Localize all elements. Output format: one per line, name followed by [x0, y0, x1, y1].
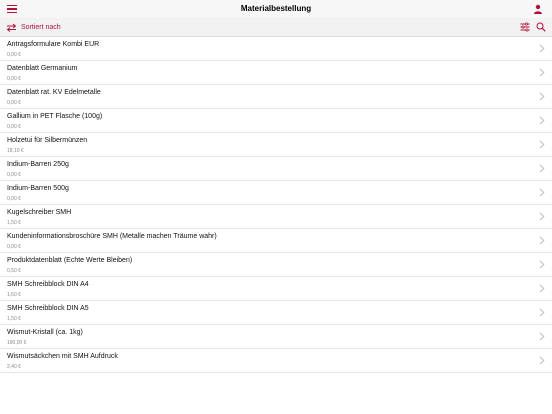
item-name: SMH Schreibblock DIN A4 — [7, 281, 89, 288]
item-price: 190,00 € — [7, 340, 27, 346]
list-item[interactable] — [0, 37, 552, 61]
item-name: Wismutsäckchen mit SMH Aufdruck — [7, 353, 118, 360]
list-item[interactable] — [0, 325, 552, 349]
item-price: 0,00 € — [7, 244, 21, 250]
chevron-right-icon — [539, 308, 545, 317]
sort-label: Sortiert nach — [21, 23, 61, 31]
sort-icon — [6, 23, 17, 32]
item-price: 18,10 € — [7, 148, 24, 154]
chevron-right-icon — [539, 140, 545, 149]
item-price: 0,00 € — [7, 124, 21, 130]
item-name: Antragsformulare Kombi EUR — [7, 41, 100, 48]
sort-button[interactable] — [6, 22, 61, 32]
list-item[interactable] — [0, 109, 552, 133]
item-price: 0,00 € — [7, 172, 21, 178]
page-title: Materialbestellung — [240, 4, 312, 13]
navigation-bar — [0, 0, 552, 18]
item-name: Indium-Barren 500g — [7, 185, 69, 192]
list-item[interactable] — [0, 349, 552, 373]
item-name: Holzetui für Silbermünzen — [7, 137, 88, 144]
item-price: 1,50 € — [7, 220, 21, 226]
filter-icon[interactable] — [520, 22, 530, 32]
list-item[interactable] — [0, 133, 552, 157]
item-name: Gallium in PET Flasche (100g) — [7, 113, 103, 120]
chevron-right-icon — [539, 68, 545, 77]
list-item[interactable] — [0, 229, 552, 253]
list-item[interactable] — [0, 181, 552, 205]
item-name: Kugelschreiber SMH — [7, 209, 72, 216]
chevron-right-icon — [539, 212, 545, 221]
user-icon[interactable] — [533, 4, 543, 14]
item-name: Indium-Barren 250g — [7, 161, 69, 168]
chevron-right-icon — [539, 236, 545, 245]
product-list — [0, 37, 552, 373]
chevron-right-icon — [539, 284, 545, 293]
chevron-right-icon — [539, 44, 545, 53]
list-item[interactable] — [0, 253, 552, 277]
item-name: Produktdatenblatt (Echte Werte Bleiben) — [7, 257, 133, 264]
item-price: 1,50 € — [7, 316, 21, 322]
item-price: 0,50 € — [7, 268, 21, 274]
list-item[interactable] — [0, 205, 552, 229]
chevron-right-icon — [539, 188, 545, 197]
item-name: Kundeninformationsbroschüre SMH (Metalle machen Träume wahr) — [7, 233, 217, 240]
list-item[interactable] — [0, 157, 552, 181]
list-item[interactable] — [0, 277, 552, 301]
item-price: 0,00 € — [7, 76, 21, 82]
item-price: 0,00 € — [7, 196, 21, 202]
item-name: Datenblatt rat. KV Edelmetalle — [7, 89, 101, 96]
item-name: SMH Schreibblock DIN A5 — [7, 305, 89, 312]
chevron-right-icon — [539, 164, 545, 173]
item-price: 2,40 € — [7, 364, 21, 370]
item-name: Wismut-Kristall (ca. 1kg) — [7, 329, 83, 336]
chevron-right-icon — [539, 116, 545, 125]
list-item[interactable] — [0, 61, 552, 85]
list-item[interactable] — [0, 301, 552, 325]
search-icon[interactable] — [536, 22, 546, 32]
item-price: 1,60 € — [7, 292, 21, 298]
chevron-right-icon — [539, 260, 545, 269]
chevron-right-icon — [539, 92, 545, 101]
item-price: 0,00 € — [7, 52, 21, 58]
chevron-right-icon — [539, 332, 545, 341]
item-price: 0,00 € — [7, 100, 21, 106]
toolbar — [0, 18, 552, 37]
list-item[interactable] — [0, 85, 552, 109]
chevron-right-icon — [539, 356, 545, 365]
item-name: Datenblatt Germanium — [7, 65, 78, 72]
